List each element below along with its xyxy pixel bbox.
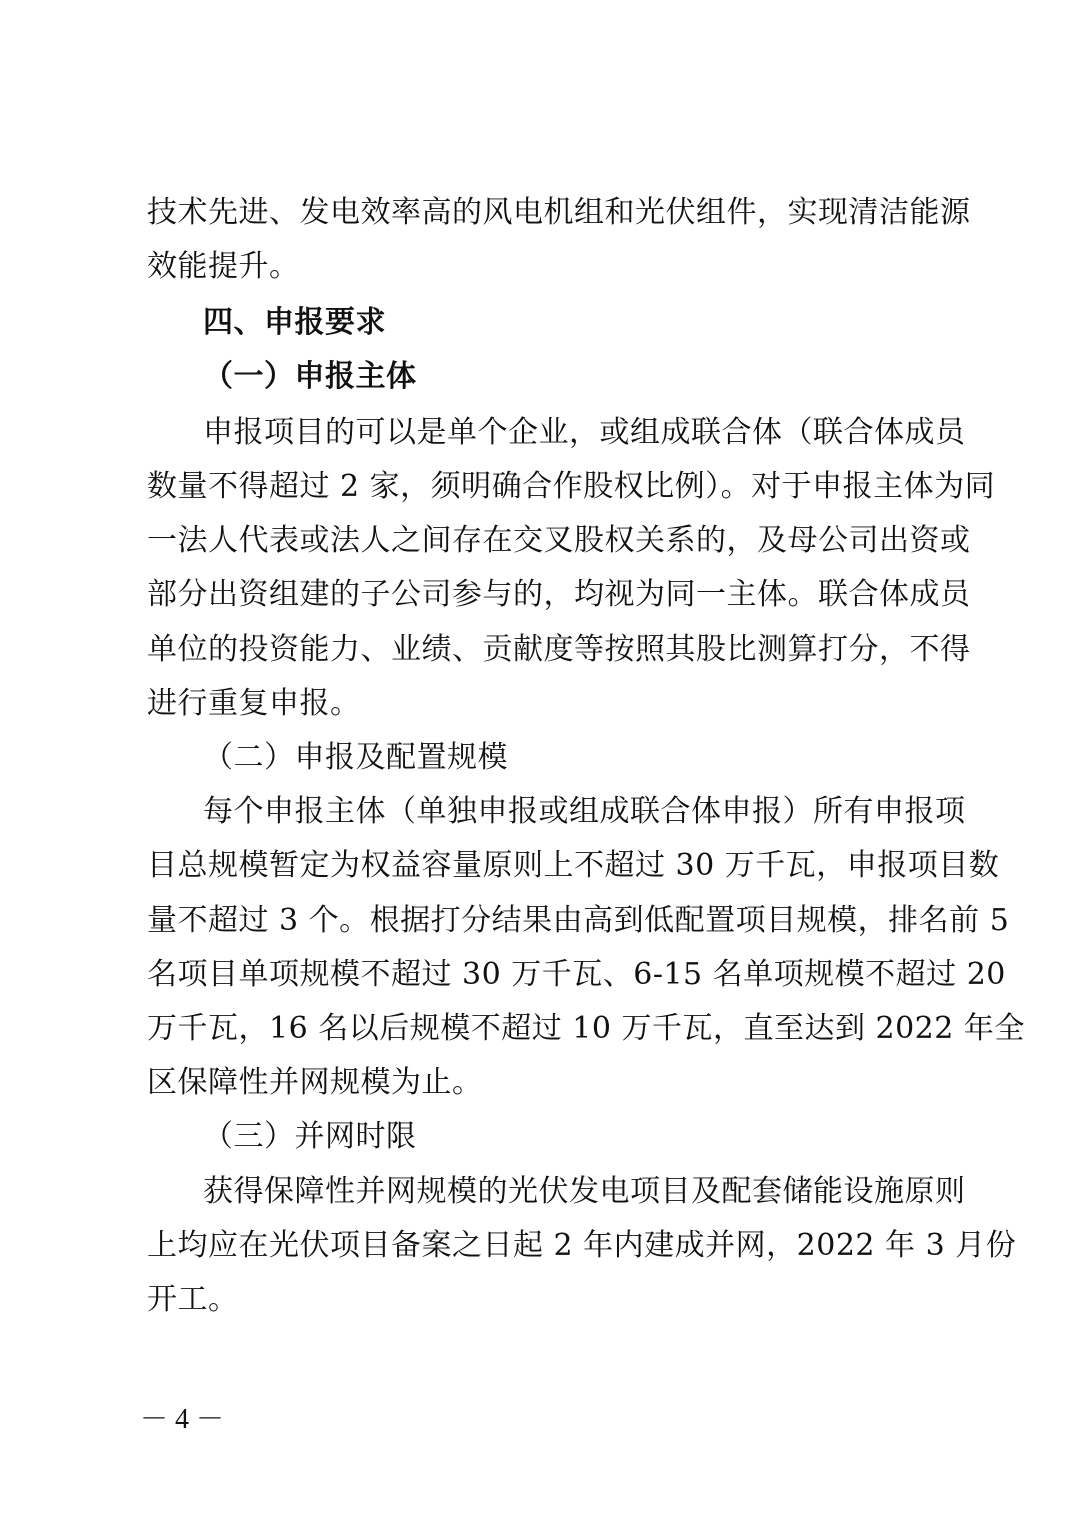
body-text-line: 效能提升。 xyxy=(147,249,300,284)
body-text-line: 量不超过 3 个。根据打分结果由高到低配置项目规模，排名前 5 xyxy=(147,903,1010,938)
subsection-heading: （二）申报及配置规模 xyxy=(203,740,508,775)
body-text-line: 上均应在光伏项目备案之日起 2 年内建成并网，2022 年 3 月份 xyxy=(147,1228,1017,1263)
body-text-line: 单位的投资能力、业绩、贡献度等按照其股比测算打分，不得 xyxy=(147,632,971,667)
body-text-line: 进行重复申报。 xyxy=(147,686,361,721)
body-text-line: 区保障性并网规模为止。 xyxy=(147,1065,483,1100)
page-number: － 4 － xyxy=(140,1404,225,1435)
body-text-line: 名项目单项规模不超过 30 万千瓦、6-15 名单项规模不超过 20 xyxy=(147,957,1006,992)
subsection-heading: （三）并网时限 xyxy=(203,1119,417,1154)
subsection-heading: （一）申报主体 xyxy=(203,359,417,394)
section-heading: 四、申报要求 xyxy=(203,305,386,340)
body-text-line: 获得保障性并网规模的光伏发电项目及配套储能设施原则 xyxy=(203,1174,966,1209)
body-text-line: 一法人代表或法人之间存在交叉股权关系的，及母公司出资或 xyxy=(147,523,971,558)
body-text-line: 技术先进、发电效率高的风电机组和光伏组件，实现清洁能源 xyxy=(147,195,971,230)
body-text-line: 开工。 xyxy=(147,1282,239,1317)
body-text-line: 部分出资组建的子公司参与的，均视为同一主体。联合体成员 xyxy=(147,577,971,612)
body-text-line: 每个申报主体（单独申报或组成联合体申报）所有申报项 xyxy=(203,794,966,829)
body-text-line: 申报项目的可以是单个企业，或组成联合体（联合体成员 xyxy=(203,415,966,450)
body-text-line: 目总规模暂定为权益容量原则上不超过 30 万千瓦，申报项目数 xyxy=(147,848,1000,883)
body-text-line: 数量不得超过 2 家，须明确合作股权比例）。对于申报主体为同 xyxy=(147,469,996,504)
body-text-line: 万千瓦，16 名以后规模不超过 10 万千瓦，直至达到 2022 年全 xyxy=(147,1011,1025,1046)
